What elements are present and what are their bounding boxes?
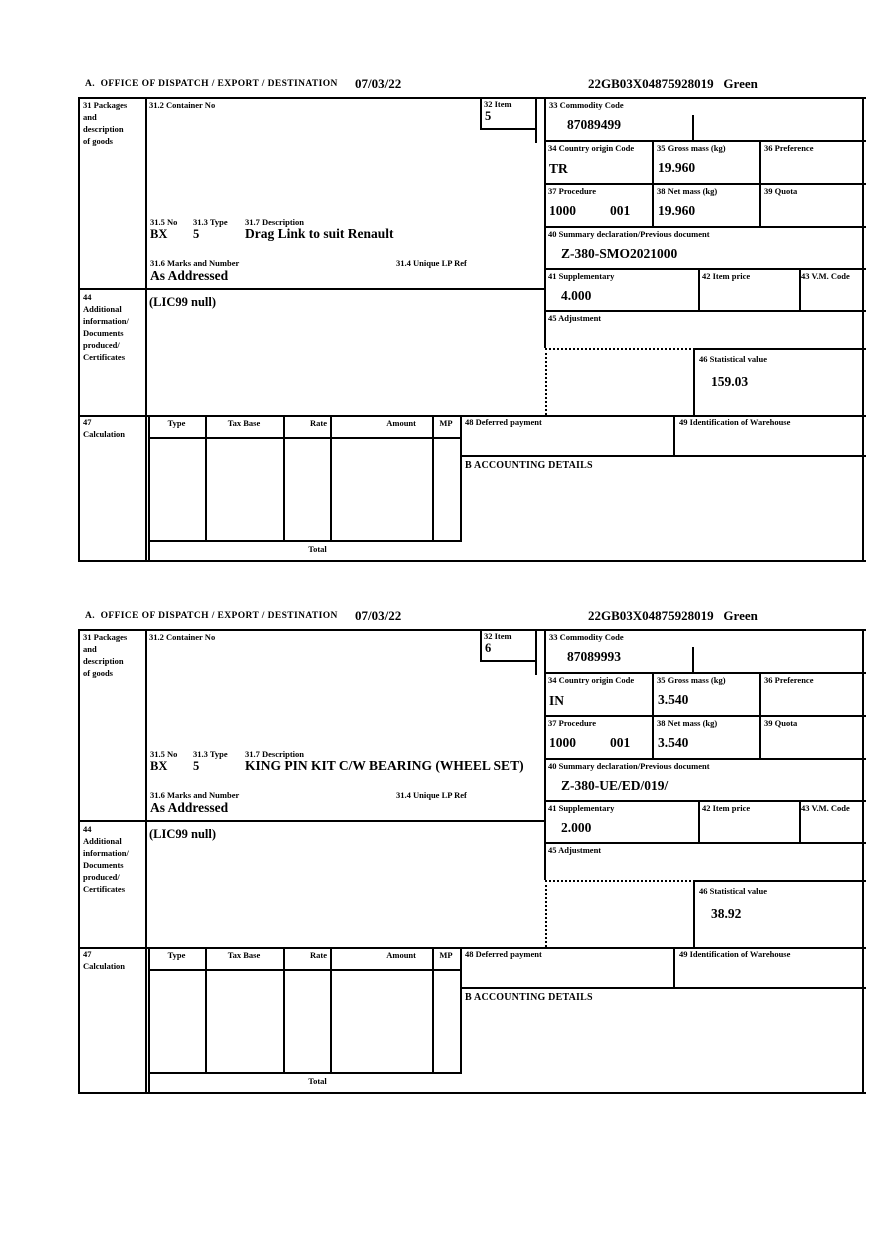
calc-col-taxbase-header: Tax Base [227,418,261,428]
additional-information-value: (LIC99 null) [149,827,217,841]
packages-no-label: 31.5 No [150,217,178,227]
packages-type-value: 5 [193,227,200,241]
calc-total-label: Total [308,1076,327,1086]
box44-label-line6: Certificates [83,352,126,362]
box33-bottom-border [544,672,866,674]
box31-label-line1: 31 Packages [83,100,128,110]
declaration-item-sheet [78,75,866,565]
box46-left-border [693,348,695,415]
packages-type-label: 31.3 Type [193,217,228,227]
box31-label-line4: of goods [83,136,113,146]
box44-label-line4: Documents [83,328,124,338]
box33-inner-divider [692,647,694,674]
box37-row-bottom-border [544,758,866,760]
box44-label-line6: Certificates [83,884,126,894]
statistical-value-label: 46 Statistical value [699,354,767,364]
gross-mass-label: 35 Gross mass (kg) [657,675,726,685]
packages-no-value: BX [150,759,168,773]
goods-description-value: Drag Link to suit Renault [245,226,394,241]
warehouse-identification-label: 49 Identification of Warehouse [679,949,791,959]
calc-col-rate-divider [330,947,332,1072]
calc-col-amount-divider [432,947,434,1072]
previous-document-value: Z-380-SMO2021000 [561,246,678,261]
gross-mass-value: 3.540 [658,692,689,707]
packages-type-value: 5 [193,759,200,773]
box33-inner-divider [692,115,694,142]
office-of-dispatch-label: A. OFFICE OF DISPATCH / EXPORT / DESTINATION [85,611,338,621]
box41-row-bottom-border [544,842,866,844]
calc-header-bottom-border [148,969,462,971]
calc-col-type-divider [205,415,207,540]
marks-and-number-label: 31.6 Marks and Number [150,258,240,268]
box44-label-line1: 44 [83,824,92,834]
procedure-ext-value: 001 [610,735,631,750]
procedure-value: 1000 [549,203,576,218]
middle-right-divider-dotted [545,880,547,947]
box44-label-line5: produced/ [83,872,120,882]
country-origin-value: TR [549,161,568,176]
container-no-label: 31.2 Container No [149,632,216,642]
net-mass-label: 38 Net mass (kg) [657,718,718,728]
box31-label-line1: 31 Packages [83,632,128,642]
packages-no-value: BX [150,227,168,241]
calc-col-amount-header: Amount [386,418,416,428]
item-box-right-border [535,97,537,143]
box44-label-line2: Additional [83,836,122,846]
summary-declaration-label: 40 Summary declaration/Previous document [548,761,710,771]
vm-code-label: 43 V.M. Code [801,803,850,813]
form-top-border [78,97,866,99]
box44-top-border [78,288,546,290]
description-label: 31.7 Description [245,749,305,759]
calc-col-amount-divider [432,415,434,540]
box48-49-divider [673,947,675,987]
procedure-value: 1000 [549,735,576,750]
box41-row-bottom-border [544,310,866,312]
box46-top-border [693,880,866,882]
country-origin-label: 34 Country origin Code [548,143,635,153]
unique-lp-ref-label: 31.4 Unique LP Ref [396,258,467,268]
box31-label-line2: and [83,644,97,654]
calc-col-rate-header: Rate [310,950,327,960]
item-label: 32 Item [484,631,512,641]
declaration-date: 07/03/22 [355,608,402,623]
form-top-border [78,629,866,631]
calc-table-bottom-border [148,540,462,542]
marks-and-number-value: As Addressed [150,268,229,283]
left-column-divider [145,629,147,1092]
supplementary-label: 41 Supplementary [548,803,615,813]
calc-col-mp-header: MP [439,418,453,428]
deferred-payment-label: 48 Deferred payment [465,949,542,959]
box31-label-line2: and [83,112,97,122]
procedure-ext-value: 001 [610,203,631,218]
box48-49-divider [673,415,675,455]
adjustment-label: 45 Adjustment [548,845,602,855]
box47-label-line2: Calculation [83,961,126,971]
form-bottom-border [78,560,866,562]
calc-table-right-border [460,415,462,540]
box34-35-divider [652,672,654,760]
box44-label-line4: Documents [83,860,124,870]
goods-description-value: KING PIN KIT C/W BEARING (WHEEL SET) [245,758,524,773]
item-price-label: 42 Item price [702,271,751,281]
declaration-reference: 22GB03X04875928019 Green [588,608,758,623]
item-box-bottom-border [480,128,537,130]
supplementary-label: 41 Supplementary [548,271,615,281]
additional-information-value: (LIC99 null) [149,295,217,309]
box34-row-bottom-border [544,715,866,717]
office-of-dispatch-label: A. OFFICE OF DISPATCH / EXPORT / DESTINATION [85,79,338,89]
calc-col-taxbase-header: Tax Base [227,950,261,960]
container-no-label: 31.2 Container No [149,100,216,110]
box41-42-divider [698,268,700,312]
accounting-details-label: B ACCOUNTING DETAILS [465,992,593,1003]
box47-label-line1: 47 [83,949,92,959]
box35-36-divider [759,140,761,228]
item-price-label: 42 Item price [702,803,751,813]
summary-declaration-label: 40 Summary declaration/Previous document [548,229,710,239]
box44-label-line3: information/ [83,316,129,326]
calc-col-mp-header: MP [439,950,453,960]
box31-label-line3: description [83,656,124,666]
vm-code-label: 43 V.M. Code [801,271,850,281]
description-label: 31.7 Description [245,217,305,227]
country-origin-value: IN [549,693,565,708]
form-left-border [78,97,80,562]
form-left-border [78,629,80,1094]
marks-and-number-value: As Addressed [150,800,229,815]
declaration-item-sheet [78,607,866,1097]
item-box-right-border [535,629,537,675]
marks-and-number-label: 31.6 Marks and Number [150,790,240,800]
net-mass-value: 19.960 [658,203,696,218]
gross-mass-value: 19.960 [658,160,696,175]
box44-top-border [78,820,546,822]
declaration-reference: 22GB03X04875928019 Green [588,76,758,91]
form-bottom-border [78,1092,866,1094]
calc-table-right-border [460,947,462,1072]
country-origin-label: 34 Country origin Code [548,675,635,685]
box40-bottom-border [544,268,866,270]
middle-right-divider-dotted [545,348,547,415]
warehouse-identification-label: 49 Identification of Warehouse [679,417,791,427]
box45-bottom-border-dotted [545,348,695,350]
statistical-value: 38.92 [711,906,742,921]
box33-bottom-border [544,140,866,142]
form-right-border [862,629,864,1094]
procedure-label: 37 Procedure [548,186,597,196]
box34-35-divider [652,140,654,228]
box37-row-bottom-border [544,226,866,228]
calc-col-type-header: Type [167,418,186,428]
commodity-code-label: 33 Commodity Code [549,632,624,642]
box48-49-bottom-border [460,455,866,457]
net-mass-label: 38 Net mass (kg) [657,186,718,196]
box34-row-bottom-border [544,183,866,185]
commodity-code-value: 87089993 [567,649,621,664]
deferred-payment-label: 48 Deferred payment [465,417,542,427]
calc-col-taxbase-divider [283,415,285,540]
item-number-value: 6 [485,641,492,655]
unique-lp-ref-label: 31.4 Unique LP Ref [396,790,467,800]
commodity-code-value: 87089499 [567,117,621,132]
procedure-label: 37 Procedure [548,718,597,728]
left-column-divider [145,97,147,560]
box46-left-border [693,880,695,947]
calc-col-rate-header: Rate [310,418,327,428]
supplementary-value: 2.000 [561,820,592,835]
calc-col-taxbase-divider [283,947,285,1072]
statistical-value: 159.03 [711,374,749,389]
item-box-left-border [480,97,482,130]
box31-label-line4: of goods [83,668,113,678]
box44-label-line5: produced/ [83,340,120,350]
box41-42-divider [698,800,700,844]
preference-label: 36 Preference [764,675,814,685]
box40-bottom-border [544,800,866,802]
quota-label: 39 Quota [764,186,798,196]
calc-col-amount-header: Amount [386,950,416,960]
box44-label-line3: information/ [83,848,129,858]
adjustment-label: 45 Adjustment [548,313,602,323]
box44-label-line1: 44 [83,292,92,302]
preference-label: 36 Preference [764,143,814,153]
packages-type-label: 31.3 Type [193,749,228,759]
statistical-value-label: 46 Statistical value [699,886,767,896]
calc-header-bottom-border [148,437,462,439]
calc-total-label: Total [308,544,327,554]
calc-table-bottom-border [148,1072,462,1074]
calc-col-type-header: Type [167,950,186,960]
item-number-value: 5 [485,109,492,123]
gross-mass-label: 35 Gross mass (kg) [657,143,726,153]
box45-bottom-border-dotted [545,880,695,882]
box47-label-line2: Calculation [83,429,126,439]
packages-no-label: 31.5 No [150,749,178,759]
declaration-date: 07/03/22 [355,76,402,91]
item-box-bottom-border [480,660,537,662]
box47-label-line1: 47 [83,417,92,427]
calc-col-type-divider [205,947,207,1072]
item-box-left-border [480,629,482,662]
box48-49-bottom-border [460,987,866,989]
box35-36-divider [759,672,761,760]
calc-col-rate-divider [330,415,332,540]
box44-label-line2: Additional [83,304,122,314]
accounting-details-label: B ACCOUNTING DETAILS [465,460,593,471]
box31-label-line3: description [83,124,124,134]
quota-label: 39 Quota [764,718,798,728]
item-label: 32 Item [484,99,512,109]
commodity-code-label: 33 Commodity Code [549,100,624,110]
form-right-border [862,97,864,562]
previous-document-value: Z-380-UE/ED/019/ [561,778,669,793]
net-mass-value: 3.540 [658,735,689,750]
box46-top-border [693,348,866,350]
supplementary-value: 4.000 [561,288,592,303]
